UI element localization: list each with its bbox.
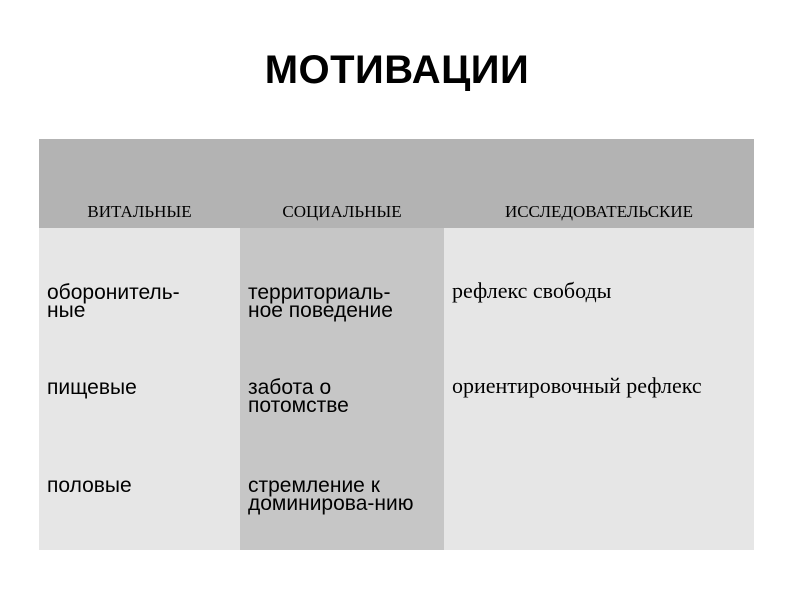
- motivations-table: [39, 139, 754, 550]
- header-vital: ВИТАЛЬНЫЕ: [87, 202, 192, 221]
- cell-line: забота о: [248, 376, 332, 399]
- cell-vital-row-1: [47, 281, 180, 322]
- header-social: СОЦИАЛЬНЫЕ: [282, 202, 402, 221]
- cell-line: стремление к: [248, 474, 380, 497]
- cell-line: территориаль-: [248, 281, 391, 304]
- cell-line: ное поведение: [248, 299, 393, 322]
- slide-title: МОТИВАЦИИ: [264, 48, 530, 92]
- cell-social-row-2: [248, 376, 349, 417]
- cell-line: оборонитель-: [47, 281, 180, 304]
- header-research: ИССЛЕДОВАТЕЛЬСКИЕ: [504, 202, 694, 221]
- cell-line: пищевые: [47, 376, 137, 399]
- cell-vital-row-2: [47, 376, 137, 399]
- cell-line: половые: [47, 474, 132, 497]
- cell-line: рефлекс свободы: [452, 278, 612, 303]
- cell-line: ные: [47, 299, 86, 322]
- cell-line: ориентировочный рефлекс: [452, 373, 702, 398]
- cell-line: доминирова-нию: [248, 492, 414, 515]
- cell-research-row-2: [452, 373, 702, 398]
- cell-line: потомстве: [248, 394, 349, 417]
- cell-research-row-1: [452, 278, 612, 303]
- cell-vital-row-3: [47, 474, 132, 497]
- cell-social-row-3: [248, 474, 414, 515]
- cell-social-row-1: [248, 281, 393, 322]
